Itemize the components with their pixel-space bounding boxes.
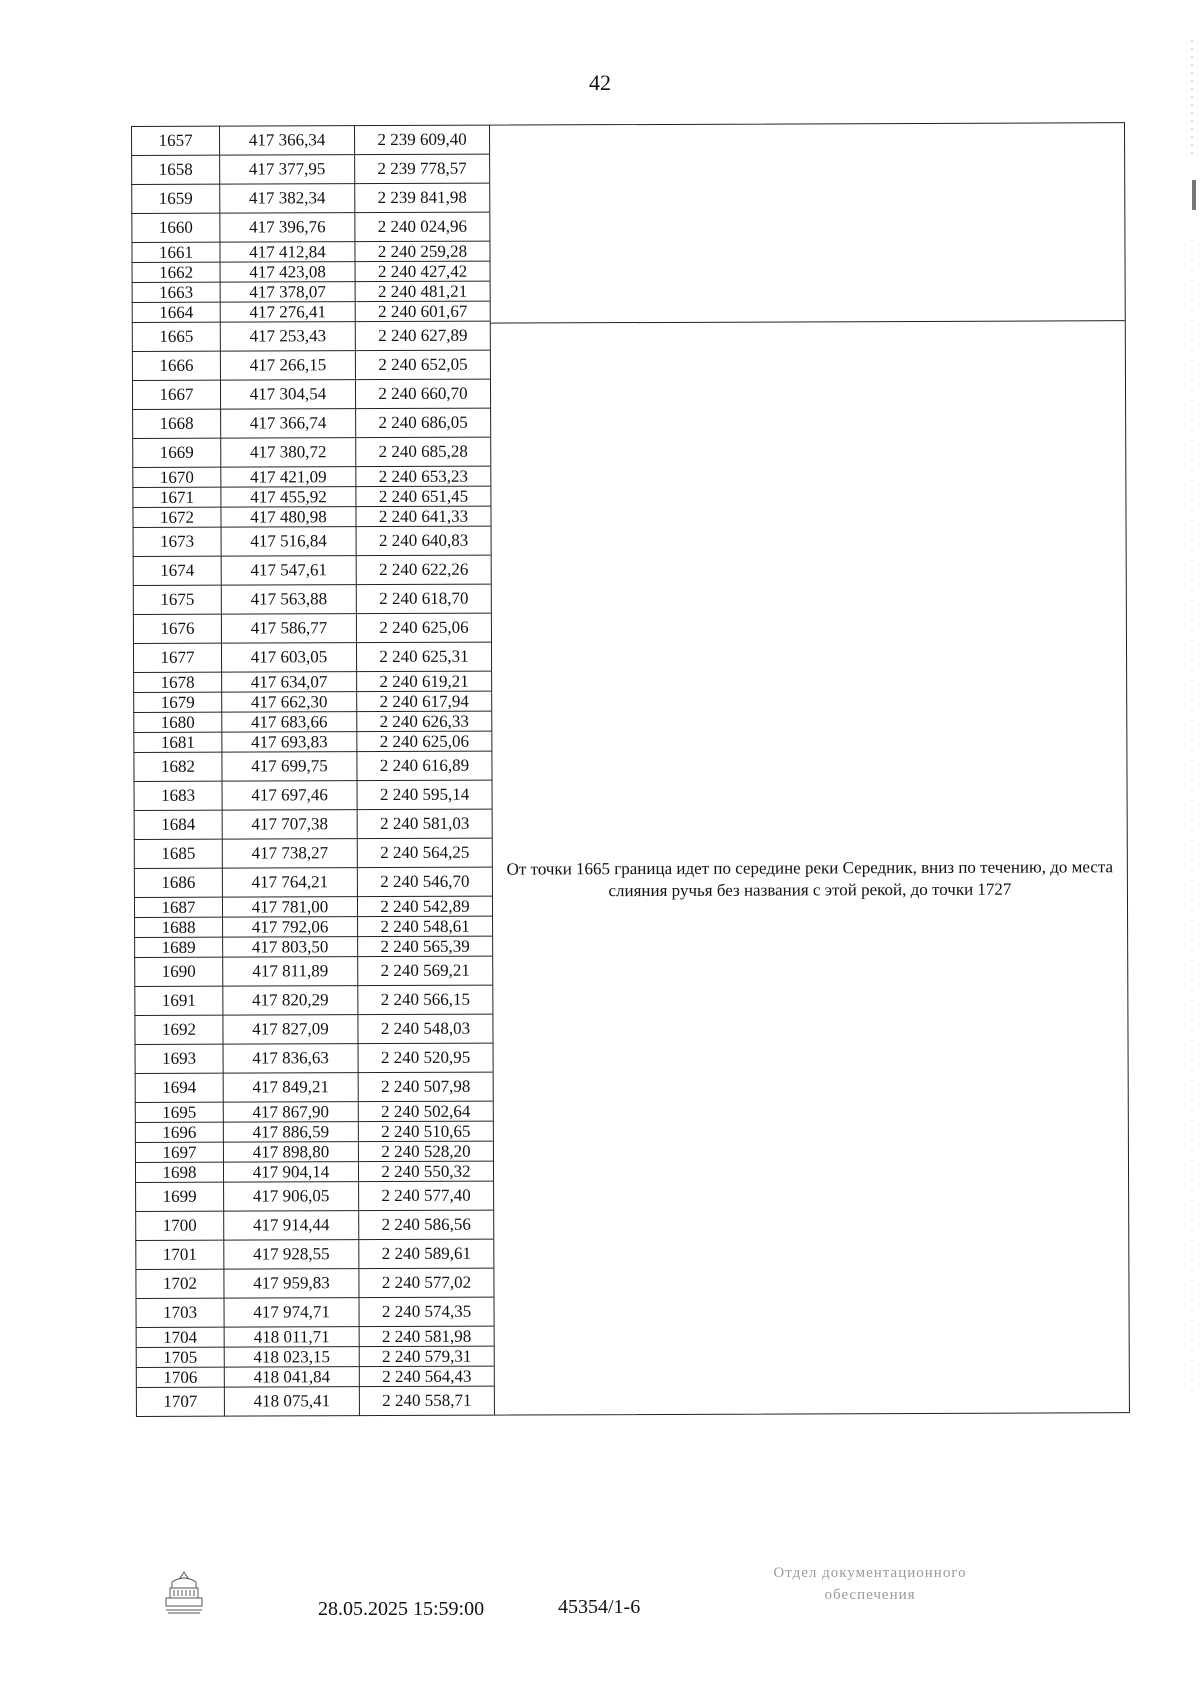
- x-coordinate-cell: 417 382,34: [219, 184, 354, 214]
- point-number-cell: 1699: [135, 1183, 223, 1212]
- point-number-cell: 1661: [131, 243, 219, 263]
- table-row: [135, 1044, 493, 1074]
- y-coordinate-cell: 2 240 579,31: [359, 1347, 494, 1368]
- point-number-cell: 1685: [134, 840, 222, 869]
- table-row: [135, 1162, 493, 1183]
- y-coordinate-cell: 2 240 685,28: [355, 438, 490, 468]
- department-stamp: [730, 1562, 1010, 1606]
- x-coordinate-cell: 417 412,84: [219, 242, 354, 263]
- point-number-cell: 1678: [133, 673, 221, 693]
- emblem-icon: [162, 1568, 206, 1616]
- point-number-cell: 1684: [134, 811, 222, 840]
- point-number-cell: 1686: [134, 869, 222, 898]
- table-row: [134, 810, 492, 840]
- point-number-cell: 1682: [133, 753, 221, 782]
- y-coordinate-cell: 2 240 601,67: [355, 302, 490, 323]
- table-row: [133, 556, 491, 586]
- point-number-cell: 1680: [133, 713, 221, 733]
- point-number-cell: 1687: [134, 898, 222, 918]
- point-number-cell: 1693: [135, 1045, 223, 1074]
- x-coordinate-cell: 417 366,74: [220, 409, 355, 439]
- table-row: [136, 1367, 494, 1388]
- point-number-cell: 1688: [134, 918, 222, 938]
- y-coordinate-cell: 2 240 510,65: [358, 1122, 493, 1143]
- x-coordinate-cell: 417 423,08: [220, 262, 355, 283]
- x-coordinate-cell: 417 516,84: [221, 527, 356, 557]
- y-coordinate-cell: 2 240 622,26: [356, 556, 491, 586]
- description-column: [489, 122, 1130, 1415]
- point-number-cell: 1657: [131, 126, 219, 156]
- x-coordinate-cell: 417 827,09: [222, 1015, 357, 1045]
- x-coordinate-cell: 417 586,77: [221, 614, 356, 644]
- table-row: [134, 781, 492, 811]
- x-coordinate-cell: 417 738,27: [222, 839, 357, 869]
- x-coordinate-cell: 417 904,14: [223, 1162, 358, 1183]
- stamp-line-1: Отдел документационного: [773, 1565, 967, 1581]
- point-number-cell: 1707: [136, 1388, 224, 1417]
- y-coordinate-cell: 2 240 626,33: [356, 712, 491, 733]
- y-coordinate-cell: 2 240 652,05: [355, 351, 490, 381]
- scan-edge-marks: [1186, 0, 1200, 1695]
- point-number-cell: 1662: [132, 263, 220, 283]
- x-coordinate-cell: 417 366,34: [219, 125, 354, 156]
- x-coordinate-cell: 417 455,92: [220, 487, 355, 508]
- table-row: [131, 155, 489, 185]
- x-coordinate-cell: 417 914,44: [223, 1211, 358, 1241]
- table-row: [132, 282, 490, 303]
- y-coordinate-cell: 2 240 481,21: [355, 282, 490, 303]
- table-row: [134, 868, 492, 898]
- x-coordinate-cell: 417 683,66: [221, 712, 356, 733]
- table-row: [133, 732, 491, 753]
- y-coordinate-cell: 2 240 581,98: [359, 1327, 494, 1348]
- boundary-description: От точки 1665 граница идет по середине реки Середник, вниз по течению, до места слияния ручья без названия с этой рекой, до точки 1727: [506, 857, 1114, 901]
- x-coordinate-cell: 417 693,83: [221, 732, 356, 753]
- y-coordinate-cell: 2 240 589,61: [358, 1240, 493, 1270]
- coordinates-table: [131, 122, 1130, 1417]
- x-coordinate-cell: 417 906,05: [223, 1182, 358, 1212]
- point-number-cell: 1681: [133, 733, 221, 753]
- table-row: [136, 1387, 494, 1417]
- table-row: [131, 213, 489, 243]
- x-coordinate-cell: 417 421,09: [220, 467, 355, 488]
- x-coordinate-cell: 418 023,15: [224, 1347, 359, 1368]
- table-row: [134, 986, 492, 1016]
- y-coordinate-cell: 2 240 528,20: [358, 1142, 493, 1163]
- point-number-cell: 1669: [132, 439, 220, 468]
- table-row: [133, 712, 491, 733]
- table-row: [133, 692, 491, 713]
- description-divider: [491, 320, 1125, 323]
- point-number-cell: 1694: [135, 1074, 223, 1103]
- table-row: [132, 507, 490, 528]
- table-row: [133, 614, 491, 644]
- x-coordinate-cell: 417 563,88: [221, 585, 356, 615]
- table-row: [135, 1102, 493, 1123]
- x-coordinate-cell: 417 781,00: [222, 897, 357, 918]
- point-number-cell: 1675: [133, 586, 221, 615]
- y-coordinate-cell: 2 240 625,06: [356, 614, 491, 644]
- point-number-cell: 1664: [132, 303, 220, 323]
- table-row: [131, 184, 489, 214]
- table-row: [135, 1269, 493, 1299]
- y-coordinate-cell: 2 240 641,33: [355, 507, 490, 528]
- point-number-cell: 1668: [132, 410, 220, 439]
- table-row: [135, 1122, 493, 1143]
- x-coordinate-cell: 417 764,21: [222, 868, 357, 898]
- x-coordinate-cell: 417 378,07: [220, 282, 355, 303]
- y-coordinate-cell: 2 240 548,03: [357, 1015, 492, 1045]
- x-coordinate-cell: 417 959,83: [223, 1269, 358, 1299]
- x-coordinate-cell: 417 480,98: [220, 507, 355, 528]
- x-coordinate-cell: 417 699,75: [221, 752, 356, 782]
- point-number-cell: 1679: [133, 693, 221, 713]
- y-coordinate-cell: 2 240 520,95: [358, 1044, 493, 1074]
- y-coordinate-cell: 2 240 581,03: [357, 810, 492, 840]
- table-rows: [131, 125, 494, 1417]
- y-coordinate-cell: 2 240 653,23: [355, 467, 490, 488]
- point-number-cell: 1658: [131, 156, 219, 185]
- y-coordinate-cell: 2 240 546,70: [357, 868, 492, 898]
- x-coordinate-cell: 417 634,07: [221, 672, 356, 693]
- point-number-cell: 1671: [132, 488, 220, 508]
- x-coordinate-cell: 417 849,21: [223, 1073, 358, 1103]
- stamp-line-2: обеспечения: [824, 1587, 916, 1603]
- x-coordinate-cell: 417 304,54: [220, 380, 355, 410]
- table-row: [134, 957, 492, 987]
- point-number-cell: 1706: [136, 1368, 224, 1388]
- point-number-cell: 1689: [134, 938, 222, 958]
- x-coordinate-cell: 417 898,80: [223, 1142, 358, 1163]
- y-coordinate-cell: 2 240 627,89: [355, 322, 490, 352]
- point-number-cell: 1691: [134, 987, 222, 1016]
- y-coordinate-cell: 2 240 507,98: [358, 1073, 493, 1103]
- point-number-cell: 1696: [135, 1123, 223, 1143]
- x-coordinate-cell: 417 928,55: [223, 1240, 358, 1270]
- y-coordinate-cell: 2 240 619,21: [356, 672, 491, 693]
- x-coordinate-cell: 417 380,72: [220, 438, 355, 468]
- y-coordinate-cell: 2 240 595,14: [357, 781, 492, 811]
- point-number-cell: 1663: [132, 283, 220, 303]
- table-row: [132, 302, 490, 323]
- table-row: [132, 438, 490, 468]
- y-coordinate-cell: 2 240 574,35: [359, 1298, 494, 1328]
- y-coordinate-cell: 2 240 625,06: [356, 732, 491, 753]
- table-row: [132, 467, 490, 488]
- table-row: [134, 897, 492, 918]
- y-coordinate-cell: 2 239 841,98: [354, 184, 489, 214]
- point-number-cell: 1700: [135, 1212, 223, 1241]
- point-number-cell: 1701: [135, 1241, 223, 1270]
- y-coordinate-cell: 2 240 558,71: [359, 1387, 494, 1417]
- x-coordinate-cell: 417 974,71: [224, 1298, 359, 1328]
- x-coordinate-cell: 418 011,71: [224, 1327, 359, 1348]
- x-coordinate-cell: 417 792,06: [222, 917, 357, 938]
- x-coordinate-cell: 417 820,29: [222, 986, 357, 1016]
- y-coordinate-cell: 2 239 778,57: [354, 155, 489, 185]
- y-coordinate-cell: 2 240 577,40: [358, 1182, 493, 1212]
- table-row: [132, 380, 490, 410]
- point-number-cell: 1697: [135, 1143, 223, 1163]
- table-row: [136, 1327, 494, 1348]
- y-coordinate-cell: 2 240 427,42: [355, 262, 490, 283]
- table-row: [132, 487, 490, 508]
- x-coordinate-cell: 417 697,46: [222, 781, 357, 811]
- y-coordinate-cell: 2 240 564,43: [359, 1367, 494, 1388]
- point-number-cell: 1676: [133, 615, 221, 644]
- y-coordinate-cell: 2 240 550,32: [358, 1162, 493, 1183]
- x-coordinate-cell: 417 266,15: [220, 351, 355, 381]
- x-coordinate-cell: 418 075,41: [224, 1387, 359, 1417]
- point-number-cell: 1665: [132, 323, 220, 352]
- table-row: [131, 125, 489, 156]
- table-row: [131, 242, 489, 263]
- point-number-cell: 1705: [136, 1348, 224, 1368]
- table-row: [135, 1073, 493, 1103]
- table-row: [133, 752, 491, 782]
- y-coordinate-cell: 2 240 566,15: [357, 986, 492, 1016]
- y-coordinate-cell: 2 240 651,45: [355, 487, 490, 508]
- y-coordinate-cell: 2 240 618,70: [356, 585, 491, 615]
- y-coordinate-cell: 2 240 565,39: [357, 937, 492, 958]
- table-row: [133, 643, 491, 673]
- point-number-cell: 1704: [136, 1328, 224, 1348]
- point-number-cell: 1673: [133, 528, 221, 557]
- y-coordinate-cell: 2 240 660,70: [355, 380, 490, 410]
- y-coordinate-cell: 2 240 616,89: [356, 752, 491, 782]
- x-coordinate-cell: 417 377,95: [219, 155, 354, 185]
- x-coordinate-cell: 417 662,30: [221, 692, 356, 713]
- page-number: 42: [589, 70, 611, 95]
- table-row: [135, 1211, 493, 1241]
- point-number-cell: 1674: [133, 557, 221, 586]
- x-coordinate-cell: 417 811,89: [222, 957, 357, 987]
- y-coordinate-cell: 2 240 548,61: [357, 917, 492, 938]
- table-row: [136, 1347, 494, 1368]
- table-row: [132, 262, 490, 283]
- table-row: [135, 1240, 493, 1270]
- table-row: [134, 937, 492, 958]
- y-coordinate-cell: 2 240 625,31: [356, 643, 491, 673]
- y-coordinate-cell: 2 240 502,64: [358, 1102, 493, 1123]
- x-coordinate-cell: 417 396,76: [219, 213, 354, 243]
- y-coordinate-cell: 2 240 564,25: [357, 839, 492, 869]
- x-coordinate-cell: 417 867,90: [223, 1102, 358, 1123]
- x-coordinate-cell: 417 886,59: [223, 1122, 358, 1143]
- x-coordinate-cell: 417 836,63: [223, 1044, 358, 1074]
- point-number-cell: 1670: [132, 468, 220, 488]
- point-number-cell: 1692: [134, 1016, 222, 1045]
- point-number-cell: 1698: [135, 1163, 223, 1183]
- x-coordinate-cell: 417 547,61: [221, 556, 356, 586]
- point-number-cell: 1677: [133, 644, 221, 673]
- table-row: [135, 1182, 493, 1212]
- y-coordinate-cell: 2 240 617,94: [356, 692, 491, 713]
- y-coordinate-cell: 2 239 609,40: [354, 125, 489, 156]
- table-row: [136, 1298, 494, 1328]
- point-number-cell: 1690: [134, 958, 222, 987]
- table-row: [133, 672, 491, 693]
- point-number-cell: 1667: [132, 381, 220, 410]
- x-coordinate-cell: 417 253,43: [220, 322, 355, 352]
- y-coordinate-cell: 2 240 569,21: [357, 957, 492, 987]
- y-coordinate-cell: 2 240 577,02: [358, 1269, 493, 1299]
- table-row: [132, 322, 490, 352]
- table-row: [133, 527, 491, 557]
- x-coordinate-cell: 417 803,50: [222, 937, 357, 958]
- point-number-cell: 1660: [131, 214, 219, 243]
- table-row: [134, 1015, 492, 1045]
- point-number-cell: 1703: [136, 1299, 224, 1328]
- x-coordinate-cell: 417 276,41: [220, 302, 355, 323]
- point-number-cell: 1702: [135, 1270, 223, 1299]
- y-coordinate-cell: 2 240 586,56: [358, 1211, 493, 1241]
- point-number-cell: 1695: [135, 1103, 223, 1123]
- y-coordinate-cell: 2 240 640,83: [356, 527, 491, 557]
- table-row: [132, 409, 490, 439]
- table-row: [134, 917, 492, 938]
- y-coordinate-cell: 2 240 024,96: [354, 213, 489, 243]
- y-coordinate-cell: 2 240 686,05: [355, 409, 490, 439]
- table-row: [134, 839, 492, 869]
- y-coordinate-cell: 2 240 542,89: [357, 897, 492, 918]
- table-row: [135, 1142, 493, 1163]
- footer-document-number: 45354/1-6: [558, 1596, 641, 1618]
- x-coordinate-cell: 418 041,84: [224, 1367, 359, 1388]
- point-number-cell: 1683: [134, 782, 222, 811]
- table-row: [132, 351, 490, 381]
- point-number-cell: 1672: [132, 508, 220, 528]
- x-coordinate-cell: 417 603,05: [221, 643, 356, 673]
- x-coordinate-cell: 417 707,38: [222, 810, 357, 840]
- point-number-cell: 1659: [131, 185, 219, 214]
- table-row: [133, 585, 491, 615]
- footer-timestamp: 28.05.2025 15:59:00: [318, 1598, 485, 1620]
- y-coordinate-cell: 2 240 259,28: [354, 242, 489, 263]
- point-number-cell: 1666: [132, 352, 220, 381]
